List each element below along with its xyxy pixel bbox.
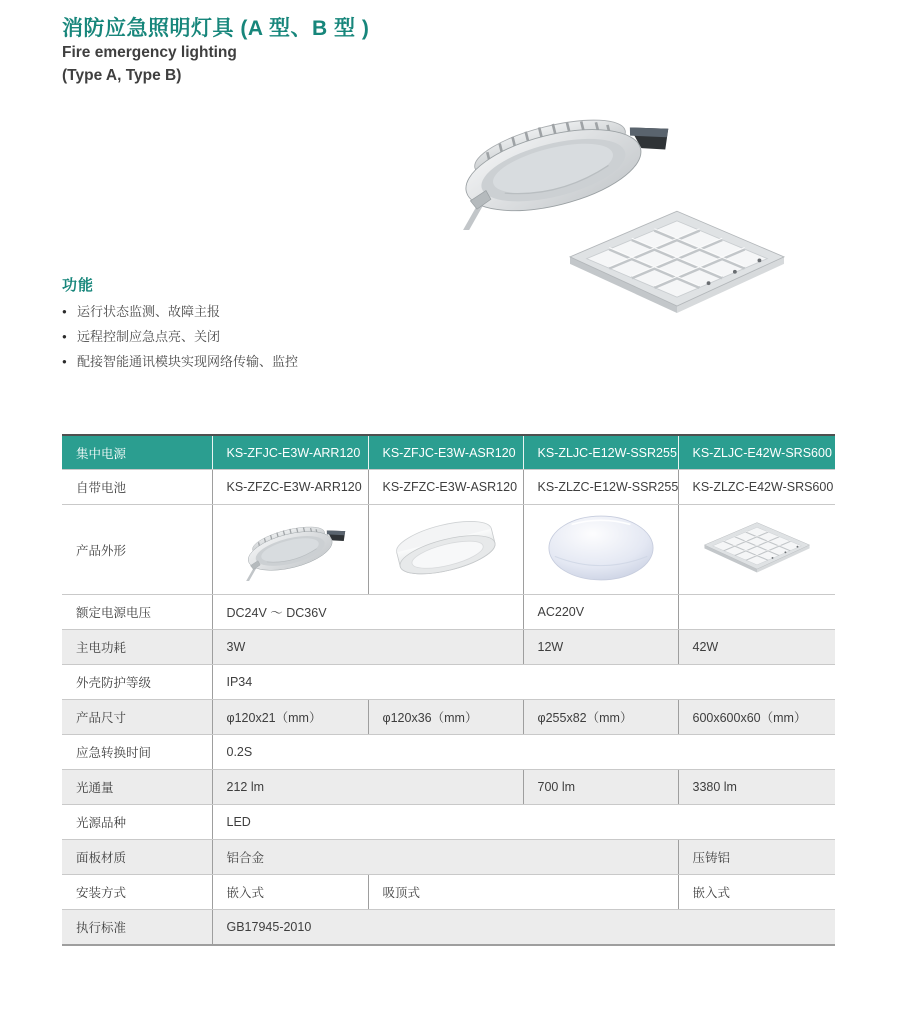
header-model: KS-ZFJC-E3W-ARR120: [212, 435, 368, 470]
battery-model: KS-ZFZC-E3W-ARR120: [212, 470, 368, 505]
hero-image-grille-panel-light: [563, 206, 791, 320]
spec-cell: GB17945-2010: [212, 910, 835, 946]
header-model: KS-ZFJC-E3W-ASR120: [368, 435, 523, 470]
row-label: 自带电池: [62, 470, 212, 505]
spec-cell: 0.2S: [212, 735, 835, 770]
feature-item: ● 配接智能通讯模块实现网络传输、监控: [62, 349, 298, 374]
battery-model: KS-ZLZC-E12W-SSR255: [523, 470, 678, 505]
row-label: 执行标准: [62, 910, 212, 946]
page-subtitle-line1: Fire emergency lighting: [62, 44, 237, 61]
spec-table: [62, 434, 835, 946]
spec-cell: IP34: [212, 665, 835, 700]
spec-row-standard: [62, 910, 835, 946]
spec-cell: 压铸铝: [678, 840, 835, 875]
features-list: [62, 299, 298, 374]
product-image-cell: [368, 505, 523, 595]
battery-model: KS-ZLZC-E42W-SRS600: [678, 470, 835, 505]
row-label: 产品尺寸: [62, 700, 212, 735]
spec-cell: 600x600x60（mm）: [678, 700, 835, 735]
spec-row-panel-material: [62, 840, 835, 875]
page-subtitle: [62, 41, 237, 87]
row-label: 光源品种: [62, 805, 212, 840]
spec-row-switch-time: [62, 735, 835, 770]
row-label: 面板材质: [62, 840, 212, 875]
product-appearance-row: [62, 505, 835, 595]
page-subtitle-line2: (Type A, Type B): [62, 67, 182, 84]
feature-item: ● 运行状态监测、故障主报: [62, 299, 298, 324]
spec-row-mounting: [62, 875, 835, 910]
header-model: KS-ZLJC-E42W-SRS600: [678, 435, 835, 470]
product-image-cell: [678, 505, 835, 595]
grille-panel-light-image: [701, 518, 813, 581]
spec-cell: 212 lm: [212, 770, 523, 805]
features-heading: 功能: [62, 277, 95, 294]
product-image-cell: [523, 505, 678, 595]
header-model: KS-ZLJC-E12W-SSR255: [523, 435, 678, 470]
spec-row-luminous-flux: [62, 770, 835, 805]
spec-cell: AC220V: [523, 595, 678, 630]
spec-cell: 嵌入式: [678, 875, 835, 910]
row-label: 外壳防护等级: [62, 665, 212, 700]
row-label: 产品外形: [62, 505, 212, 595]
row-label: 光通量: [62, 770, 212, 805]
spec-cell: φ255x82（mm）: [523, 700, 678, 735]
row-label: 安装方式: [62, 875, 212, 910]
spec-row-ip-rating: [62, 665, 835, 700]
spec-cell: φ120x21（mm）: [212, 700, 368, 735]
header-label-centralized-power: 集中电源: [62, 435, 212, 470]
spec-row-main-power: [62, 630, 835, 665]
spec-cell: 42W: [678, 630, 835, 665]
spec-cell: 铝合金: [212, 840, 678, 875]
row-label: 额定电源电压: [62, 595, 212, 630]
battery-model: KS-ZFZC-E3W-ASR120: [368, 470, 523, 505]
recessed-downlight-image: [231, 515, 349, 584]
page-title: 消防应急照明灯具 (A 型、B 型 ): [62, 17, 370, 40]
spec-row-light-source: [62, 805, 835, 840]
spec-cell: 嵌入式: [212, 875, 368, 910]
surface-round-panel-image: [385, 508, 507, 591]
dome-ceiling-lamp-image: [538, 505, 664, 594]
table-header-row: [62, 435, 835, 470]
spec-cell: 吸顶式: [368, 875, 678, 910]
battery-models-row: [62, 470, 835, 505]
spec-cell: DC24V ～ DC36V: [212, 595, 523, 630]
row-label: 应急转换时间: [62, 735, 212, 770]
spec-cell: [678, 595, 835, 630]
row-label: 主电功耗: [62, 630, 212, 665]
spec-cell: 3380 lm: [678, 770, 835, 805]
spec-cell: φ120x36（mm）: [368, 700, 523, 735]
product-image-cell: [212, 505, 368, 595]
spec-cell: 700 lm: [523, 770, 678, 805]
spec-row-dimensions: [62, 700, 835, 735]
spec-cell: 12W: [523, 630, 678, 665]
feature-item: ● 远程控制应急点亮、关闭: [62, 324, 298, 349]
spec-row-rated-voltage: [62, 595, 835, 630]
spec-cell: LED: [212, 805, 835, 840]
spec-cell: 3W: [212, 630, 523, 665]
